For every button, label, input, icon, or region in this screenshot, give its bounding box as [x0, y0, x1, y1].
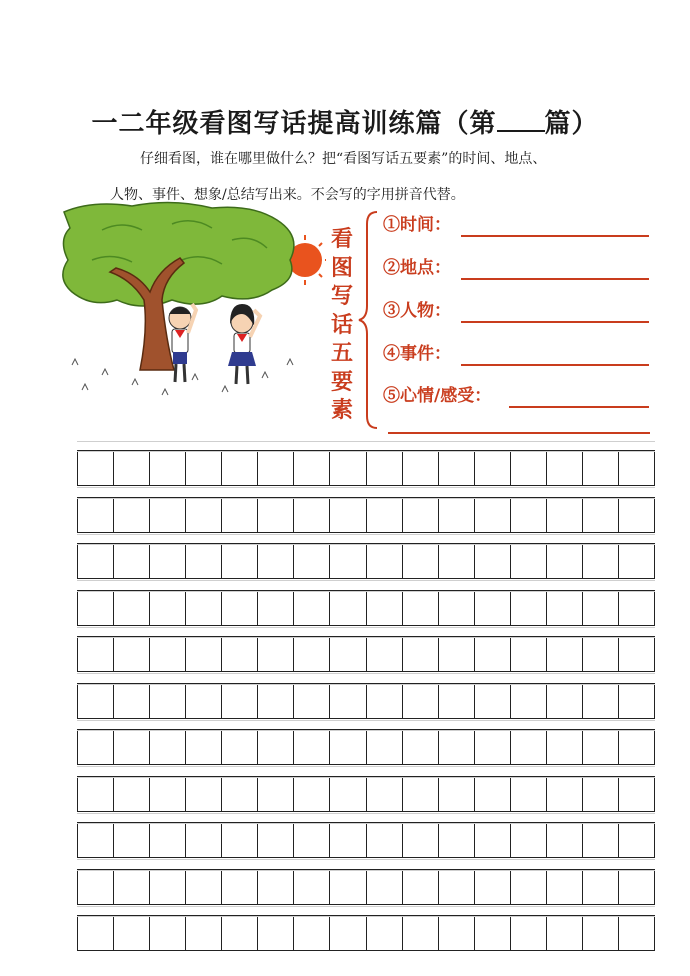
grid-cell[interactable] — [366, 684, 402, 718]
grid-cell[interactable] — [510, 451, 546, 485]
grid-cell[interactable] — [257, 730, 293, 764]
grid-cell[interactable] — [257, 544, 293, 578]
grid-row — [77, 590, 655, 626]
grid-cell[interactable] — [474, 544, 510, 578]
grid-cell[interactable] — [293, 777, 329, 811]
grid-cell[interactable] — [185, 823, 221, 857]
element-people-label: ③人物： — [383, 301, 451, 321]
grid-cell[interactable] — [149, 823, 185, 857]
grid-cell[interactable] — [474, 823, 510, 857]
grid-cell[interactable] — [510, 777, 546, 811]
element-feeling-label: ⑤心情/感受： — [383, 386, 492, 406]
element-event-answer-line[interactable] — [461, 364, 649, 366]
element-feeling-answer-line[interactable] — [509, 406, 649, 408]
grid-cell[interactable] — [221, 637, 257, 671]
grid-cell[interactable] — [510, 684, 546, 718]
grid-cell[interactable] — [329, 823, 365, 857]
grid-cell[interactable] — [618, 544, 655, 578]
grid-cell[interactable] — [438, 451, 474, 485]
grid-cell[interactable] — [402, 591, 438, 625]
grid-cell[interactable] — [77, 823, 113, 857]
grid-cell[interactable] — [582, 777, 618, 811]
grid-cell[interactable] — [257, 777, 293, 811]
grid-cell[interactable] — [185, 777, 221, 811]
grid-cell[interactable] — [618, 591, 655, 625]
instruction-line-1: 仔细看图，谁在哪里做什么？把“看图写话五要素”的时间、地点、 — [140, 151, 547, 167]
grid-cell[interactable] — [546, 591, 582, 625]
grid-cell[interactable] — [113, 684, 149, 718]
grid-row — [77, 497, 655, 533]
grid-cell[interactable] — [366, 823, 402, 857]
grid-cell[interactable] — [510, 637, 546, 671]
grid-cell[interactable] — [257, 684, 293, 718]
grid-cell[interactable] — [221, 544, 257, 578]
grid-cell[interactable] — [221, 498, 257, 532]
grid-cell[interactable] — [293, 916, 329, 950]
grid-cell[interactable] — [618, 637, 655, 671]
grid-cell[interactable] — [618, 498, 655, 532]
grid-cell[interactable] — [582, 544, 618, 578]
grid-cell[interactable] — [221, 870, 257, 904]
grid-cell[interactable] — [329, 730, 365, 764]
grid-cell[interactable] — [221, 916, 257, 950]
grid-cell[interactable] — [329, 777, 365, 811]
grid-cell[interactable] — [149, 684, 185, 718]
grid-cell[interactable] — [546, 637, 582, 671]
grid-cell[interactable] — [113, 544, 149, 578]
vertical-char: 话 — [330, 311, 353, 338]
vertical-char: 要 — [330, 368, 353, 395]
grid-row — [77, 869, 655, 905]
grid-cell[interactable] — [113, 498, 149, 532]
grid-cell[interactable] — [582, 916, 618, 950]
grid-cell[interactable] — [546, 498, 582, 532]
grid-cell[interactable] — [329, 591, 365, 625]
grid-cell[interactable] — [438, 916, 474, 950]
grid-cell[interactable] — [329, 544, 365, 578]
grid-cell[interactable] — [510, 544, 546, 578]
grid-cell[interactable] — [402, 916, 438, 950]
grid-cell[interactable] — [582, 730, 618, 764]
grid-cell[interactable] — [185, 730, 221, 764]
grid-cell[interactable] — [221, 777, 257, 811]
grid-cell[interactable] — [366, 870, 402, 904]
title-suffix: 篇） — [544, 109, 599, 139]
grid-cell[interactable] — [293, 544, 329, 578]
grid-cell[interactable] — [366, 544, 402, 578]
grid-cell[interactable] — [77, 637, 113, 671]
grid-cell[interactable] — [546, 777, 582, 811]
girl-figure-icon — [228, 304, 260, 384]
grid-cell[interactable] — [474, 498, 510, 532]
grid-cell[interactable] — [402, 637, 438, 671]
grid-cell[interactable] — [474, 916, 510, 950]
grid-cell[interactable] — [185, 451, 221, 485]
grid-cell[interactable] — [221, 591, 257, 625]
grid-cell[interactable] — [221, 730, 257, 764]
element-time-answer-line[interactable] — [461, 235, 649, 237]
grid-cell[interactable] — [402, 777, 438, 811]
grid-cell[interactable] — [113, 870, 149, 904]
grid-cell[interactable] — [257, 870, 293, 904]
grid-cell[interactable] — [77, 451, 113, 485]
grid-cell[interactable] — [510, 730, 546, 764]
grid-cell[interactable] — [77, 916, 113, 950]
grid-cell[interactable] — [149, 637, 185, 671]
grid-cell[interactable] — [366, 730, 402, 764]
grid-cell[interactable] — [582, 591, 618, 625]
vertical-char: 看 — [330, 226, 353, 252]
grid-cell[interactable] — [257, 916, 293, 950]
grid-cell[interactable] — [402, 498, 438, 532]
grid-cell[interactable] — [293, 823, 329, 857]
grid-cell[interactable] — [366, 498, 402, 532]
grid-cell[interactable] — [293, 591, 329, 625]
grid-cell[interactable] — [113, 637, 149, 671]
grid-cell[interactable] — [113, 451, 149, 485]
element-place-label: ②地点： — [383, 258, 451, 278]
grid-cell[interactable] — [474, 870, 510, 904]
grid-cell[interactable] — [77, 870, 113, 904]
grid-cell[interactable] — [618, 823, 655, 857]
grid-cell[interactable] — [618, 870, 655, 904]
grid-cell[interactable] — [546, 684, 582, 718]
grid-cell[interactable] — [257, 637, 293, 671]
grid-cell[interactable] — [402, 451, 438, 485]
grid-cell[interactable] — [438, 730, 474, 764]
grid-cell[interactable] — [438, 637, 474, 671]
grid-cell[interactable] — [366, 916, 402, 950]
grid-cell[interactable] — [113, 823, 149, 857]
grid-row — [77, 543, 655, 579]
curly-brace-icon — [357, 210, 379, 430]
grid-row — [77, 915, 655, 951]
grid-cell[interactable] — [149, 870, 185, 904]
grid-cell[interactable] — [510, 916, 546, 950]
grid-cell[interactable] — [510, 498, 546, 532]
grid-cell[interactable] — [293, 498, 329, 532]
grid-cell[interactable] — [293, 451, 329, 485]
grid-cell[interactable] — [402, 870, 438, 904]
grid-cell[interactable] — [474, 591, 510, 625]
element-event — [383, 336, 653, 366]
grid-cell[interactable] — [402, 730, 438, 764]
grid-cell[interactable] — [113, 777, 149, 811]
grid-cell[interactable] — [149, 591, 185, 625]
grid-cell[interactable] — [402, 823, 438, 857]
grid-cell[interactable] — [149, 916, 185, 950]
grid-cell[interactable] — [510, 823, 546, 857]
grid-cell[interactable] — [474, 684, 510, 718]
grid-cell[interactable] — [510, 591, 546, 625]
grid-cell[interactable] — [438, 777, 474, 811]
grid-cell[interactable] — [618, 916, 655, 950]
grid-cell[interactable] — [546, 451, 582, 485]
grid-cell[interactable] — [257, 823, 293, 857]
grid-cell[interactable] — [149, 730, 185, 764]
grid-cell[interactable] — [77, 498, 113, 532]
vertical-char: 写 — [330, 283, 353, 309]
grid-cell[interactable] — [438, 870, 474, 904]
grid-cell[interactable] — [402, 544, 438, 578]
grid-cell[interactable] — [77, 591, 113, 625]
grid-cell[interactable] — [510, 870, 546, 904]
grid-cell[interactable] — [618, 730, 655, 764]
grid-cell[interactable] — [185, 498, 221, 532]
grid-cell[interactable] — [618, 777, 655, 811]
grid-cell[interactable] — [438, 591, 474, 625]
grid-cell[interactable] — [366, 451, 402, 485]
grid-cell[interactable] — [438, 823, 474, 857]
vertical-char: 图 — [330, 254, 353, 281]
element-people-answer-line[interactable] — [461, 321, 649, 323]
grid-cell[interactable] — [438, 498, 474, 532]
grid-cell[interactable] — [293, 637, 329, 671]
grid-cell[interactable] — [582, 451, 618, 485]
grid-cell[interactable] — [185, 916, 221, 950]
element-place-answer-line[interactable] — [461, 278, 649, 280]
grid-cell[interactable] — [474, 777, 510, 811]
grid-cell[interactable] — [582, 498, 618, 532]
grid-cell[interactable] — [582, 870, 618, 904]
five-elements-vertical-title — [327, 225, 357, 425]
grid-cell[interactable] — [113, 730, 149, 764]
element-feeling — [383, 378, 653, 408]
grid-cell[interactable] — [329, 451, 365, 485]
grid-cell[interactable] — [546, 544, 582, 578]
grid-cell[interactable] — [438, 684, 474, 718]
vertical-char: 素 — [330, 397, 353, 423]
grid-cell[interactable] — [149, 451, 185, 485]
grid-cell[interactable] — [329, 637, 365, 671]
grid-cell[interactable] — [329, 498, 365, 532]
illustration-children-under-tree — [62, 200, 327, 410]
worksheet-title — [0, 103, 690, 140]
grid-cell[interactable] — [149, 544, 185, 578]
vertical-char: 五 — [330, 340, 353, 366]
grid-row — [77, 822, 655, 858]
grid-cell[interactable] — [546, 730, 582, 764]
grid-cell[interactable] — [221, 823, 257, 857]
grid-cell[interactable] — [293, 684, 329, 718]
grid-cell[interactable] — [185, 684, 221, 718]
title-number-blank[interactable] — [497, 110, 545, 132]
grid-cell[interactable] — [77, 544, 113, 578]
grid-row — [77, 683, 655, 719]
grid-cell[interactable] — [329, 870, 365, 904]
grid-cell[interactable] — [293, 730, 329, 764]
grid-row — [77, 450, 655, 486]
grid-cell[interactable] — [474, 451, 510, 485]
grid-cell[interactable] — [546, 916, 582, 950]
element-place — [383, 250, 653, 280]
grid-cell[interactable] — [257, 451, 293, 485]
grid-cell[interactable] — [149, 777, 185, 811]
element-time — [383, 207, 653, 237]
grid-cell[interactable] — [77, 730, 113, 764]
grid-cell[interactable] — [366, 637, 402, 671]
grid-cell[interactable] — [582, 823, 618, 857]
element-time-label: ①时间： — [383, 215, 451, 235]
grid-cell[interactable] — [618, 684, 655, 718]
grid-cell[interactable] — [149, 498, 185, 532]
grid-cell[interactable] — [582, 637, 618, 671]
grid-cell[interactable] — [582, 684, 618, 718]
element-feeling-extra-line[interactable] — [388, 432, 650, 434]
grid-cell[interactable] — [185, 870, 221, 904]
grid-cell[interactable] — [257, 591, 293, 625]
grid-cell[interactable] — [113, 916, 149, 950]
grid-cell[interactable] — [185, 544, 221, 578]
instruction-line-2: 人物、事件、想象/总结写出来。不会写的字用拼音代替。 — [110, 187, 465, 203]
grid-cell[interactable] — [366, 591, 402, 625]
grid-row — [77, 729, 655, 765]
grid-cell[interactable] — [474, 637, 510, 671]
grid-cell[interactable] — [185, 591, 221, 625]
grid-cell[interactable] — [257, 498, 293, 532]
grid-cell[interactable] — [329, 684, 365, 718]
grid-row — [77, 776, 655, 812]
grid-cell[interactable] — [546, 870, 582, 904]
grid-cell[interactable] — [293, 870, 329, 904]
grid-cell[interactable] — [185, 637, 221, 671]
element-event-label: ④事件： — [383, 344, 451, 364]
element-people — [383, 293, 653, 323]
grid-row — [77, 636, 655, 672]
grid-cell[interactable] — [77, 684, 113, 718]
grid-cell[interactable] — [474, 730, 510, 764]
grid-cell[interactable] — [546, 823, 582, 857]
grid-cell[interactable] — [438, 544, 474, 578]
grid-cell[interactable] — [221, 684, 257, 718]
grid-cell[interactable] — [113, 591, 149, 625]
grid-cell[interactable] — [77, 777, 113, 811]
title-prefix: 一二年级看图写话提高训练篇（第 — [91, 109, 497, 139]
grid-cell[interactable] — [366, 777, 402, 811]
grid-cell[interactable] — [618, 451, 655, 485]
grid-cell[interactable] — [402, 684, 438, 718]
writing-grid — [77, 450, 655, 962]
grid-cell[interactable] — [221, 451, 257, 485]
grid-cell[interactable] — [329, 916, 365, 950]
